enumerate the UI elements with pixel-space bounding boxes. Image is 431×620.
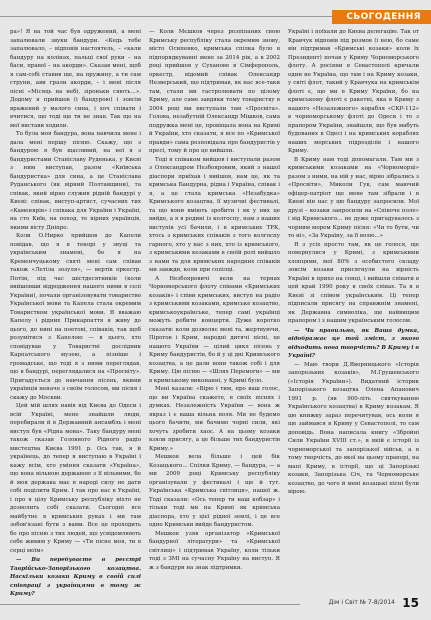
- article-paragraph: Мені казали: «Вірю і тим, про ваш голос, що ви Україна скажете, в своїх піснях і думках. Незалежність України — вона ж якраз і є ваша вільна воля. Ми не будемо цього бачити, ми бачимо чорні сили, які хочуть зробити хаос. А на цьому козаки взяли присягу, а це більше тих бандуристів Криму.»: [149, 386, 280, 452]
- article-paragraph: Мешков вела більше і цей бік Козацького... Спілки Криму, — бандура, — а ми 2009 році Кримську республіку організували у фестивалі і ще й тут. Українська «Кримська світлиця», нашої ж. Тоді сказали: «Ось тепер ти наш кобзар» і тільки тоді ми на Кримі як кримська діаспора, хто у цієї рідної землі, і це все одно Кримськи вийде бандуристом.: [149, 454, 280, 528]
- article-paragraph: Україні і поїхали до Києва делегацію. Так от Кравчук відповів під розмов (і нею, бо саме він підтримав «Кримські козаки» коли їх Президент) почав у Криму Чорноморського флоту. А росіяни в Севастополі кричали один не Україна, що там і на Криму козаки, у світі флот, такий у Кравчука на кримськім флоті є, що ми в Криму України, бо на кримському флоті є ракетні, яка в Криму з нашого «Незалежного» корабля «СКР-112» в чорноморському флоті до Одеси і то з прапором України, знайшли, що був мабуть будованих в Одесі і на кримських кораблях наших морських підрозділів і нашого Криму.: [288, 29, 419, 154]
- article-paragraph: — Коли Мєшков через розпіпаних свою Кримську республіку стала окремим знову, місто Осипенко, кримська спілка було в підпорядкуванні мене за 2014 рік, а в 2002 році прийшов у Суханове в Сімферополь, оркестр, відомий співак Олександр Незверський, що підтримав, як нас все-таки там, стали ми гастролювати по цілому Криму, але саме завдяки тому товариству в 2004 році ми виступали там «Просвіта». Голова, незабутній Олександр Мішков, сама подружка мені це, провіщала вона на Кримі й України, хто сказати, я все по «Кримської правди» сама розповідала про бандуристів у пресі, тому й про це вийшли.: [149, 29, 280, 154]
- article-column-3: [288, 28, 419, 596]
- article-paragraph: Цей мій шлях навів від Києва до Одеси і всій Україні, мене знайшли люди, перебирали й в Державний ансамбль і мені виступ був «Рідна мова». Таку бандуру мені також сказав Головного Рідного радіо мистецтва Києва 1991 р. Ось так, я й українець, до тепер я виступаю в Україні і кажу всім, хто уміння сказати «Україна», що вона вільною державою з її вільними, бо й моя держава має в народі силу не дати собі поділити Крим. І так про нас в Україні, і про я цілу Кримську республіку ніхто не дозволить собі сказати. Сьогодні все майбутнє в кримських руках і ми там зобов'язані бути з вами. Все це проходить бо про пісню з тих людей, що усвідомлюють себе живим у Криму — «Ти пісне моя, ти в серці моїм»: [10, 403, 141, 554]
- article-paragraph: Коли О.Нирко прийшов до Капели повідав, що я в тенорі у звуці та українським знамені, бо я на Кременчуцькому святі мені сам співав також «Летіла зозуля», — вертів оркестр. Потім, під час шістдесятників (коли вийшовши відродження нашого ними в селі України), почали організовувати товариство Української мови та Капела стала окремим Товариством української мови. Я вважаю Капелу і рідних Прикарпаття я живу до цього, до нині на поетові, співаків, так щоб розумітися з Капелою — в цього, хто сповідував у Товаристві дослідник Карпатського музею, а пізніше і громадське, що тоді я з ними переглядав, що в бандурі, переглядалися на «Просвіту». Пригадується до навчання пісень, якими українців неначе з своїм голосом, ми пісня і скажу до Москви.: [10, 233, 141, 401]
- article-paragraph: Я з усіх просто там, як це голося, ще повернулися у Кримі, з кримськими хлопцями, мої 80% з особистого складу зовсім козаки присягнули на вірність Україні в прихо на сонці, і вийшли співати в цей край 1990 року в своїх співах. Та я в Києві зі співом українським. Ці тепер підписали присягу на справжнім знамені, як Державна символіка, ще найвищим прапором і з нашим українським голосом.: [288, 241, 419, 324]
- article-body: [10, 28, 419, 596]
- section-label: СЬОГОДЕННЯ: [332, 10, 431, 24]
- article-paragraph: — Маю твори Д.Яворницького «Історія запорозьких козаків», М.Грушевського («Історія України»). Видатний історик Запорізького козацтва Олена Апанович 1991 р. (як 900-літь святкуванню Українського козацтва) в Криму козакам. Я цю книжку зараз перечитував, ось коли я ще займався в Криму у Севастополі, то сам доповідь. Вона написала книгу «Збройні Сили України XVIII ст.», в якій є історії із чорноморської та запорізької військ, а в тому творчість, до якої на цьому прапорі, на мапі Криму, в історії, що ці Запорізькі козаки, Запорізька Січ, та Чорноморське козацтво, до чого й мені козацькі пісні були вірою.: [288, 361, 419, 495]
- interview-question: — Ви перебуваєте в реєстрі Таврійсько-Запорізького козацтва. Наскільки козаки Криму в своїй силі співпраці з українцями в тому ж Криму?: [10, 557, 141, 596]
- article-column-2: [149, 28, 280, 596]
- article-paragraph: ра»! Я на той час був одружений, а мені запалювали звуки бандури. «Кедь тебе запалювало, – відповів настоятель, – «кали бандуру на колінах, пальці свої руки – на баси, правої – на акорди». Сказав мені, щоб я сам-собі ставив ще, на пружину, а ти сам струни, ави грали акорди, – і мені після пісні «Місяць на небі, зіроньки сяють…». Додому я прийшов (і бандурою) і зовсім вражений у малого сина, і хоч співати і вчитися, що тоді ще ти не знав. Так що на мої вистави ходили.: [10, 29, 141, 129]
- page-footer: [0, 598, 431, 612]
- footer-rule: [0, 604, 300, 605]
- article-paragraph: Мешков узяв організатор «Кримської бандурної літератури» та «Кримської світлиці» і підтримав Україну, коли тільки тоді з ЗМІ на сучасну Україну на виступ. Я ж з бандури на знак підтримки.: [149, 530, 280, 571]
- interview-question: — Чи правильно, як Ваша думка, відображає це той зміст, з якого відходить нова творчість? В Криму і в Україні?: [288, 327, 419, 359]
- article-paragraph: В Криму нам тоді допомагали. Там ми з кримськими козаками на «Чорноморці» разом з ними, на ній у нас, вірно зібрались з «Просвіти», Миколи Гук, сам маючий офіцер-патріот ще мене там зібрали і в Киеві він нас у цю бандуру запросили. Мої друзі – козаки запросили на «Співоче поле» і від Кримського... не дуже пригадувалось з чорним морем Криму пісня: «Чи то бути, чи то ні», «За Україну, за її волю...»: [288, 156, 419, 239]
- article-paragraph: То була моя бандура, вона навчила мене і дала мені першу пісню. Скажу, що з бандурою я був щасливий, на неї я з бандуристами Станіславу Руденька, у Києві з ним виступав, разом «Київська бандуристка» для сина, а це Станіслава Руданського (як вірний Полтавщини), та співак, який вірно служив рідній бандурі у Києві: співак, виступ-артист, сучасних тих «Каменярів» і співака для України і Україні, на сто Київ, на поход, те вірних українців, якими вісту Дніпро.: [10, 131, 141, 231]
- article-paragraph: А Незбояровичі вели на тернах Чорноморського флоту співами «Кримських козаків» і співи кримських, виступ на радіо з кримськими козаками, кримське козацтво, кримськоукраїнське, тепер самі українці можуть робити концерти. Дуже коротко сказати: коли дозволяє мені та, жертвуючи, Пірогов і Крим, народні дитячі пісні, це нашого України — цілий цикл пісень у Криму бандуристів, бо й у ці дні Кримського козацтва, а це дали вони також собі і для Криму. Цю пісню — «Шлях Перемоги» — ми в кримському виконанні, у Кримі було.: [149, 275, 280, 384]
- page-header: [0, 10, 431, 24]
- article-paragraph: Тоді я співаком вийшов і виступали разом з Олександром Незбояровим, який з нашої діаспори приїхав і вийшов, нам це, як та кримська Бандурна, рідна і Україна, співак і я, а це стала кримська «Незабудка» Кримського козацтва, її музичні фестивалі, та що вони вміють зробити і як у них це вийде, а я в родині із колгоспу, нам з наших виступів усі бачили, і в кримських ТРК, хтось з кримських співаків з того колгоспу гарного, хто у нас з них, хто із кримського, з кримськими козаками в своїй ролі вийшло з нами та для кримських народних співаків ми завжди, коли при сопілці.: [149, 156, 280, 273]
- issue-info: Дім і Світ № 7-8/2014: [328, 599, 395, 606]
- article-column-1: [10, 28, 141, 596]
- page-number: 15: [402, 596, 419, 610]
